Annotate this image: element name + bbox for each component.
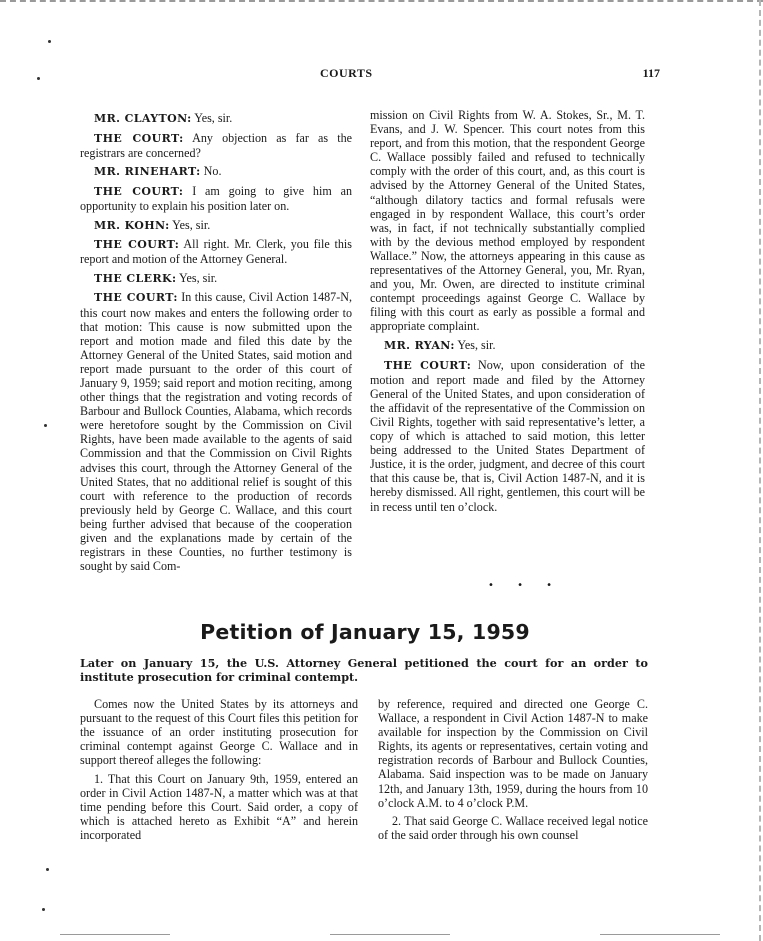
scan-speck bbox=[48, 40, 51, 43]
speaker-label: THE COURT: bbox=[94, 291, 178, 305]
speech-text: Any objection as far as the registrars are concerned? bbox=[80, 130, 352, 160]
section-separator: • • • bbox=[488, 580, 563, 591]
speech-text: Now, upon consideration of the motion and report made and filed by the Attorney General of the United States, and upon consideration of the affidavit of the representative of the Commission on Civil Rights, together with said representative’s letter, a copy of which is attached to said motion, this letter being addressed to the United States Department of Justice, it is the order, judgment, and decree of this court that this cause be, that is, Civil Action 1487-N, and it is hereby dismissed. All right, gentlemen, this court will be in recess until ten o’clock. bbox=[370, 357, 645, 514]
speech-text: In this cause, Civil Action 1487-N, this court now makes and enters the following order to that motion: This cause is now submitted upon the report and motion made and filed this date by the Attorney General of the United States, said motion and report made pursuant to the order of this court of January 9, 1959; said report and motion reciting, among other things that the registration and voting records of Barbour and Bullock Counties, Alabama, which records were heretofore sought by the Commission on Civil Rights, have been made available to the agents of said Commission and that the Commission on Civil Rights advises this court, through the Attorney General of the United States, that no additional relief is sought of this court with reference to the production of records previously held by George C. Wallace, and this court being further advised that because of the cooperation given and the explanations made by certain of the registrars in these Counties, no further testimony is sought by said Com- bbox=[80, 290, 353, 574]
scan-speck bbox=[37, 77, 40, 80]
transcript-paragraph bbox=[80, 290, 352, 573]
section-title: Petition of January 15, 1959 bbox=[200, 620, 530, 644]
petition-paragraph: 1. That this Court on January 9th, 1959, entered an order in Civil Action 1487-N, a matter which was at that time pending before this Court. Said order, a copy of which is attached hereto as Exhibit “A” and herein incorporated bbox=[80, 771, 358, 843]
petition-paragraph: Comes now the United States by its attorneys and pursuant to the request of this Court files this petition for the issuance of an order instituting prosecution for criminal contempt against George C. Wallace and in support thereof alleges the following: bbox=[80, 697, 358, 768]
speaker-label: THE CLERK: bbox=[94, 271, 177, 285]
left-column-bottom bbox=[80, 697, 358, 847]
speaker-label: MR. RYAN: bbox=[384, 339, 455, 352]
running-head bbox=[80, 66, 660, 82]
scan-speck bbox=[46, 868, 49, 871]
right-column-top bbox=[370, 108, 645, 518]
speech-text: All right. Mr. Clerk, you file this report and motion of the Attorney General. bbox=[80, 237, 352, 267]
transcript-paragraph bbox=[370, 358, 645, 514]
transcript-paragraph bbox=[370, 338, 645, 353]
left-column-top bbox=[80, 111, 352, 578]
speaker-label: THE COURT: bbox=[94, 184, 184, 198]
footer-rule bbox=[60, 934, 170, 935]
petition-paragraph: 2. That said George C. Wallace received legal notice of the said order through his own counsel bbox=[378, 814, 648, 843]
speech-text: I am going to give him an opportunity to explain his position later on. bbox=[80, 183, 352, 213]
transcript-paragraph bbox=[80, 111, 352, 126]
scan-speck bbox=[44, 424, 47, 427]
speaker-label: MR. KOHN: bbox=[94, 218, 170, 232]
perforation-right bbox=[755, 0, 761, 941]
speech-text: No. bbox=[203, 164, 222, 179]
transcript-paragraph bbox=[80, 164, 352, 179]
perforation-top bbox=[0, 0, 763, 8]
running-head-title: COURTS bbox=[320, 66, 373, 80]
footer-rule bbox=[600, 934, 720, 935]
scan-speck bbox=[42, 908, 45, 911]
section-intro: Later on January 15, the U.S. Attorney General petitioned the court for an order to institute prosecution for criminal contempt. bbox=[80, 656, 648, 684]
speech-text: mission on Civil Rights from W. A. Stokes, Sr., M. T. Evans, and J. W. Spencer. This court notes from this report, and from this motion, that the respondent George C. Wallace possibly failed and refused to technically comply with the order of this court, and, as this court is advised by the Attorney General of the United States, “although dilatory tactics and formal refusals were engaged in by respondent Wallace, this court’s order was, in fact, if not technically substantially complied with by the devious method employed by respondent Wallace.” Now, the attorneys appearing in this cause as representatives of the Attorney General, you, Mr. Ryan, and you, Mr. Owen, are directed to institute criminal contempt proceedings against George C. Wallace by filing with this court as early as possible a formal and appropriate complaint. bbox=[370, 108, 645, 334]
speech-text: Yes, sir. bbox=[172, 217, 211, 232]
transcript-paragraph bbox=[80, 218, 352, 233]
transcript-paragraph bbox=[80, 237, 352, 266]
page-number: 117 bbox=[642, 66, 660, 80]
petition-paragraph: by reference, required and directed one George C. Wallace, a respondent in Civil Action 1487-N to make available for inspection by the Commission on Civil Rights, its agents or representatives, certain voting and registration records of Barbour and Bullock Counties, Alabama. Said inspection was to be made on January 12th, and January 13th, 1959, during the hours from 10 o’clock A.M. to 4 o’clock P.M. bbox=[378, 697, 648, 810]
transcript-paragraph bbox=[80, 184, 352, 213]
right-column-bottom bbox=[378, 697, 648, 847]
transcript-paragraph bbox=[370, 108, 645, 334]
speaker-label: THE COURT: bbox=[384, 358, 472, 372]
speaker-label: MR. CLAYTON: bbox=[94, 112, 192, 125]
speech-text: Yes, sir. bbox=[457, 338, 496, 352]
footer-rule bbox=[330, 934, 450, 935]
speaker-label: THE COURT: bbox=[94, 238, 180, 252]
transcript-paragraph bbox=[80, 271, 352, 286]
speaker-label: MR. RINEHART: bbox=[94, 165, 201, 179]
speech-text: Yes, sir. bbox=[179, 270, 218, 285]
speaker-label: THE COURT: bbox=[94, 131, 184, 145]
transcript-paragraph bbox=[80, 131, 352, 160]
speech-text: Yes, sir. bbox=[194, 111, 233, 125]
